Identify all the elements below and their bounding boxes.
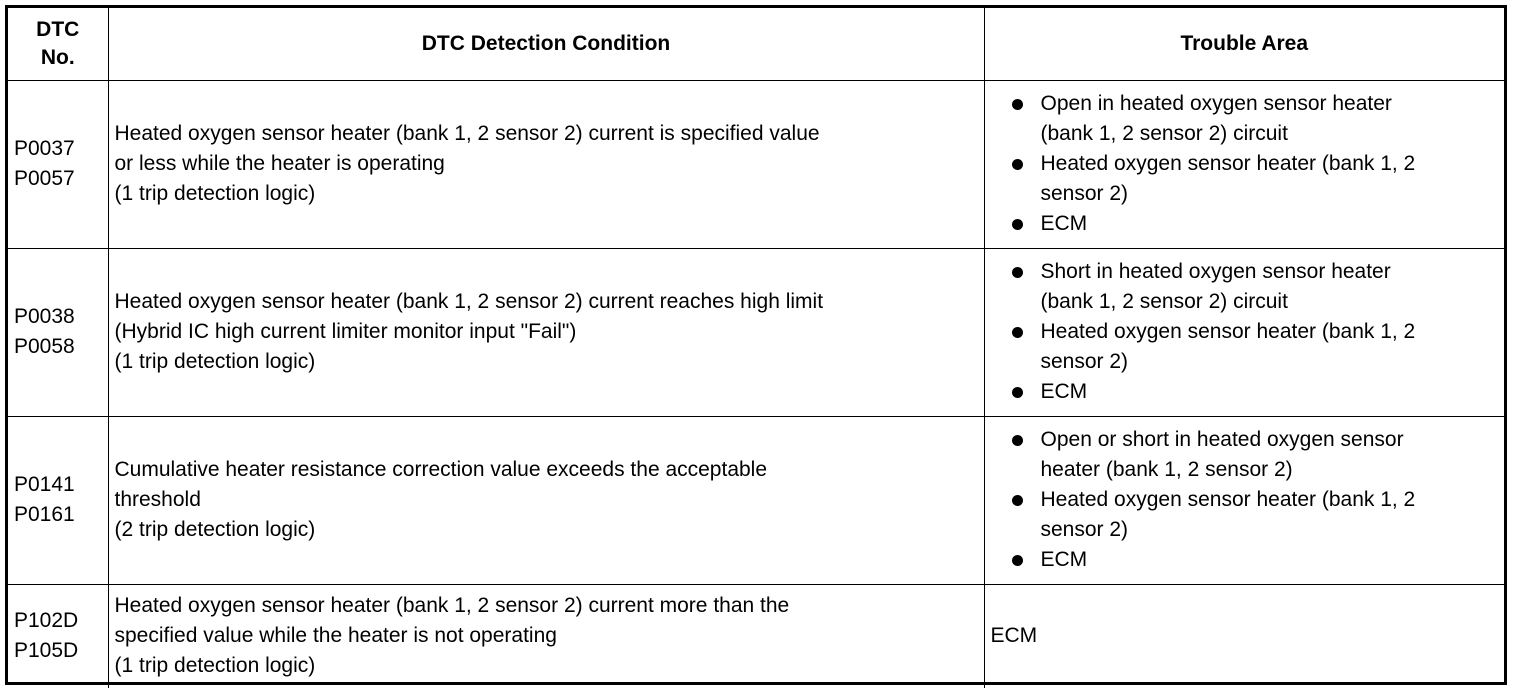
list-item: Short in heated oxygen sensor heater (bank 1, 2 sensor 2) circuit bbox=[991, 257, 1505, 317]
dtc-code: P0161 bbox=[14, 503, 75, 526]
table-header-row bbox=[8, 8, 1504, 80]
detection-condition-cell bbox=[108, 584, 984, 688]
list-item: Heated oxygen sensor heater (bank 1, 2 sensor 2) bbox=[991, 485, 1505, 545]
detection-condition-cell bbox=[108, 248, 984, 416]
condition-line: Heated oxygen sensor heater (bank 1, 2 sensor 2) current is specified value bbox=[114, 122, 820, 145]
condition-line: threshold bbox=[114, 488, 201, 511]
bullet-icon bbox=[1012, 555, 1023, 566]
bullet-icon bbox=[1012, 387, 1023, 398]
bullet-icon bbox=[1012, 99, 1023, 110]
table-row bbox=[8, 248, 1504, 416]
detection-condition-cell bbox=[108, 80, 984, 248]
header-dtc-no-line2: No. bbox=[40, 45, 75, 69]
detection-condition-cell bbox=[108, 416, 984, 584]
header-dtc-no bbox=[8, 8, 108, 80]
list-item: Heated oxygen sensor heater (bank 1, 2 sensor 2) bbox=[991, 149, 1505, 209]
dtc-code: P0058 bbox=[14, 335, 75, 358]
bullet-icon bbox=[1012, 267, 1023, 278]
dtc-codes-cell bbox=[8, 416, 108, 584]
list-item: ECM bbox=[991, 545, 1505, 575]
bullet-icon bbox=[1012, 495, 1023, 506]
dtc-codes-cell bbox=[8, 584, 108, 688]
header-dtc-no-line1: DTC bbox=[36, 17, 80, 41]
condition-line: (Hybrid IC high current limiter monitor input "Fail") bbox=[114, 320, 577, 343]
trouble-area-list bbox=[991, 425, 1505, 575]
condition-line: Cumulative heater resistance correction value exceeds the acceptable bbox=[114, 458, 768, 481]
list-item: Open or short in heated oxygen sensor heater (bank 1, 2 sensor 2) bbox=[991, 425, 1505, 485]
table-row bbox=[8, 80, 1504, 248]
condition-line: (2 trip detection logic) bbox=[114, 518, 316, 541]
list-item: ECM bbox=[991, 377, 1505, 407]
dtc-table bbox=[8, 8, 1504, 688]
dtc-codes-cell bbox=[8, 248, 108, 416]
list-item: Open in heated oxygen sensor heater (bank 1, 2 sensor 2) circuit bbox=[991, 89, 1505, 149]
header-trouble-area: Trouble Area bbox=[984, 8, 1504, 80]
dtc-code: P0038 bbox=[14, 305, 75, 328]
dtc-code: P0037 bbox=[14, 137, 75, 160]
condition-line: or less while the heater is operating bbox=[114, 152, 445, 175]
bullet-icon bbox=[1012, 219, 1023, 230]
bullet-icon bbox=[1012, 435, 1023, 446]
trouble-area-list bbox=[991, 89, 1505, 239]
condition-line: (1 trip detection logic) bbox=[114, 182, 316, 205]
dtc-code: P105D bbox=[14, 639, 79, 663]
condition-line: (1 trip detection logic) bbox=[114, 350, 316, 373]
bullet-icon bbox=[1012, 327, 1023, 338]
dtc-code: P0057 bbox=[14, 167, 75, 190]
header-condition: DTC Detection Condition bbox=[108, 8, 984, 80]
trouble-area-list bbox=[991, 257, 1505, 407]
list-item: Heated oxygen sensor heater (bank 1, 2 sensor 2) bbox=[991, 317, 1505, 377]
bullet-icon bbox=[1012, 159, 1023, 170]
trouble-area-cell bbox=[984, 248, 1504, 416]
dtc-codes-cell bbox=[8, 80, 108, 248]
list-item: ECM bbox=[991, 209, 1505, 239]
trouble-area-cell: ECM bbox=[984, 584, 1504, 688]
trouble-area-cell bbox=[984, 416, 1504, 584]
condition-line: specified value while the heater is not operating bbox=[114, 624, 557, 648]
table-row bbox=[8, 584, 1504, 688]
table-row bbox=[8, 416, 1504, 584]
dtc-table-page bbox=[5, 5, 1507, 685]
condition-line: Heated oxygen sensor heater (bank 1, 2 sensor 2) current reaches high limit bbox=[114, 290, 824, 313]
condition-line: (1 trip detection logic) bbox=[114, 654, 316, 678]
dtc-code: P0141 bbox=[14, 473, 75, 496]
dtc-code: P102D bbox=[14, 609, 79, 633]
trouble-area-cell bbox=[984, 80, 1504, 248]
condition-line: Heated oxygen sensor heater (bank 1, 2 sensor 2) current more than the bbox=[114, 594, 790, 618]
